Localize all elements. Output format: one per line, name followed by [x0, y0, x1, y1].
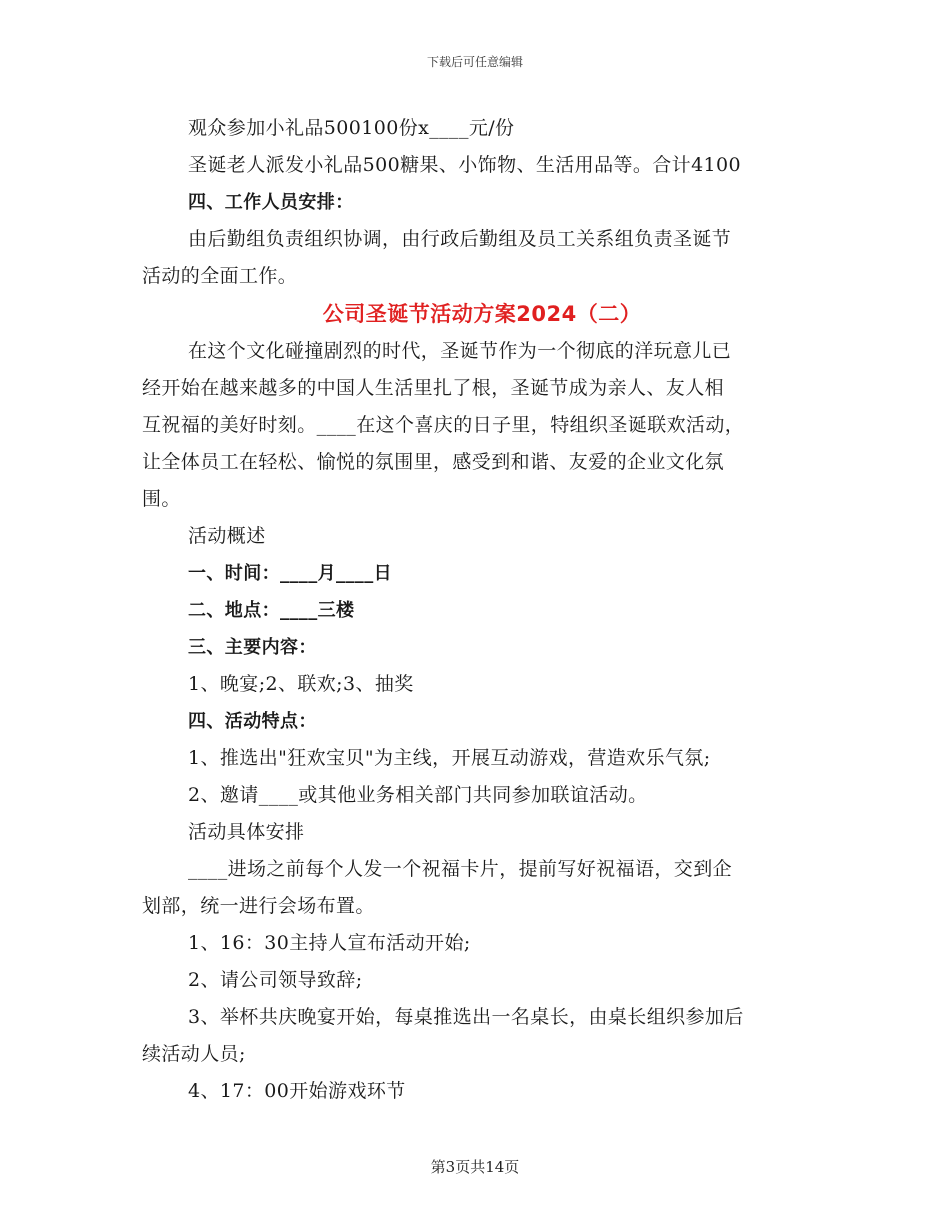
- section-heading: 一、时间：____月____日: [188, 563, 392, 584]
- subheading: 活动概述: [188, 525, 266, 547]
- section-heading: 四、工作人员安排：: [188, 192, 354, 213]
- paragraph-line: 在这个文化碰撞剧烈的时代，圣诞节作为一个彻底的洋玩意儿已: [188, 340, 732, 362]
- paragraph-line: 续活动人员;: [142, 1043, 246, 1065]
- document-body: [142, 110, 822, 1110]
- paragraph-line: 由后勤组负责组织协调，由行政后勤组及员工关系组负责圣诞节: [188, 228, 732, 250]
- document-title: 公司圣诞节活动方案2024（二）: [322, 302, 642, 326]
- list-item: 2、邀请____或其他业务相关部门共同参加联谊活动。: [188, 784, 648, 806]
- section-heading: 二、地点：____三楼: [188, 600, 355, 621]
- paragraph-line: 围。: [142, 488, 181, 510]
- page-footer: 第3页共14页: [430, 1158, 520, 1176]
- paragraph-line: ____进场之前每个人发一个祝福卡片，提前写好祝福语，交到企: [188, 858, 733, 880]
- list-item: 1、晚宴;2、联欢;3、抽奖: [188, 673, 414, 695]
- section-heading: 四、活动特点：: [188, 711, 317, 732]
- paragraph-line: 互祝福的美好时刻。____在这个喜庆的日子里，特组织圣诞联欢活动，: [142, 414, 745, 436]
- list-item: 1、推选出"狂欢宝贝"为主线，开展互动游戏，营造欢乐气氛;: [188, 747, 711, 769]
- list-item: 2、请公司领导致辞;: [188, 969, 363, 991]
- paragraph-line: 观众参加小礼品500100份x____元/份: [188, 117, 515, 139]
- paragraph-line: 划部，统一进行会场布置。: [142, 895, 375, 917]
- paragraph-line: 让全体员工在轻松、愉悦的氛围里，感受到和谐、友爱的企业文化氛: [142, 451, 725, 473]
- list-item: 1、16：30主持人宣布活动开始;: [188, 932, 471, 954]
- paragraph-line: 经开始在越来越多的中国人生活里扎了根，圣诞节成为亲人、友人相: [142, 377, 725, 399]
- section-heading: 三、主要内容：: [188, 637, 317, 658]
- list-item: 3、举杯共庆晚宴开始，每桌推选出一名桌长，由桌长组织参加后: [188, 1006, 744, 1028]
- subheading: 活动具体安排: [188, 821, 305, 843]
- paragraph-line: 活动的全面工作。: [142, 265, 298, 287]
- list-item: 4、17：00开始游戏环节: [188, 1080, 406, 1102]
- paragraph-line: 圣诞老人派发小礼品500糖果、小饰物、生活用品等。合计4100: [188, 154, 742, 176]
- page-header: 下载后可任意编辑: [426, 55, 523, 69]
